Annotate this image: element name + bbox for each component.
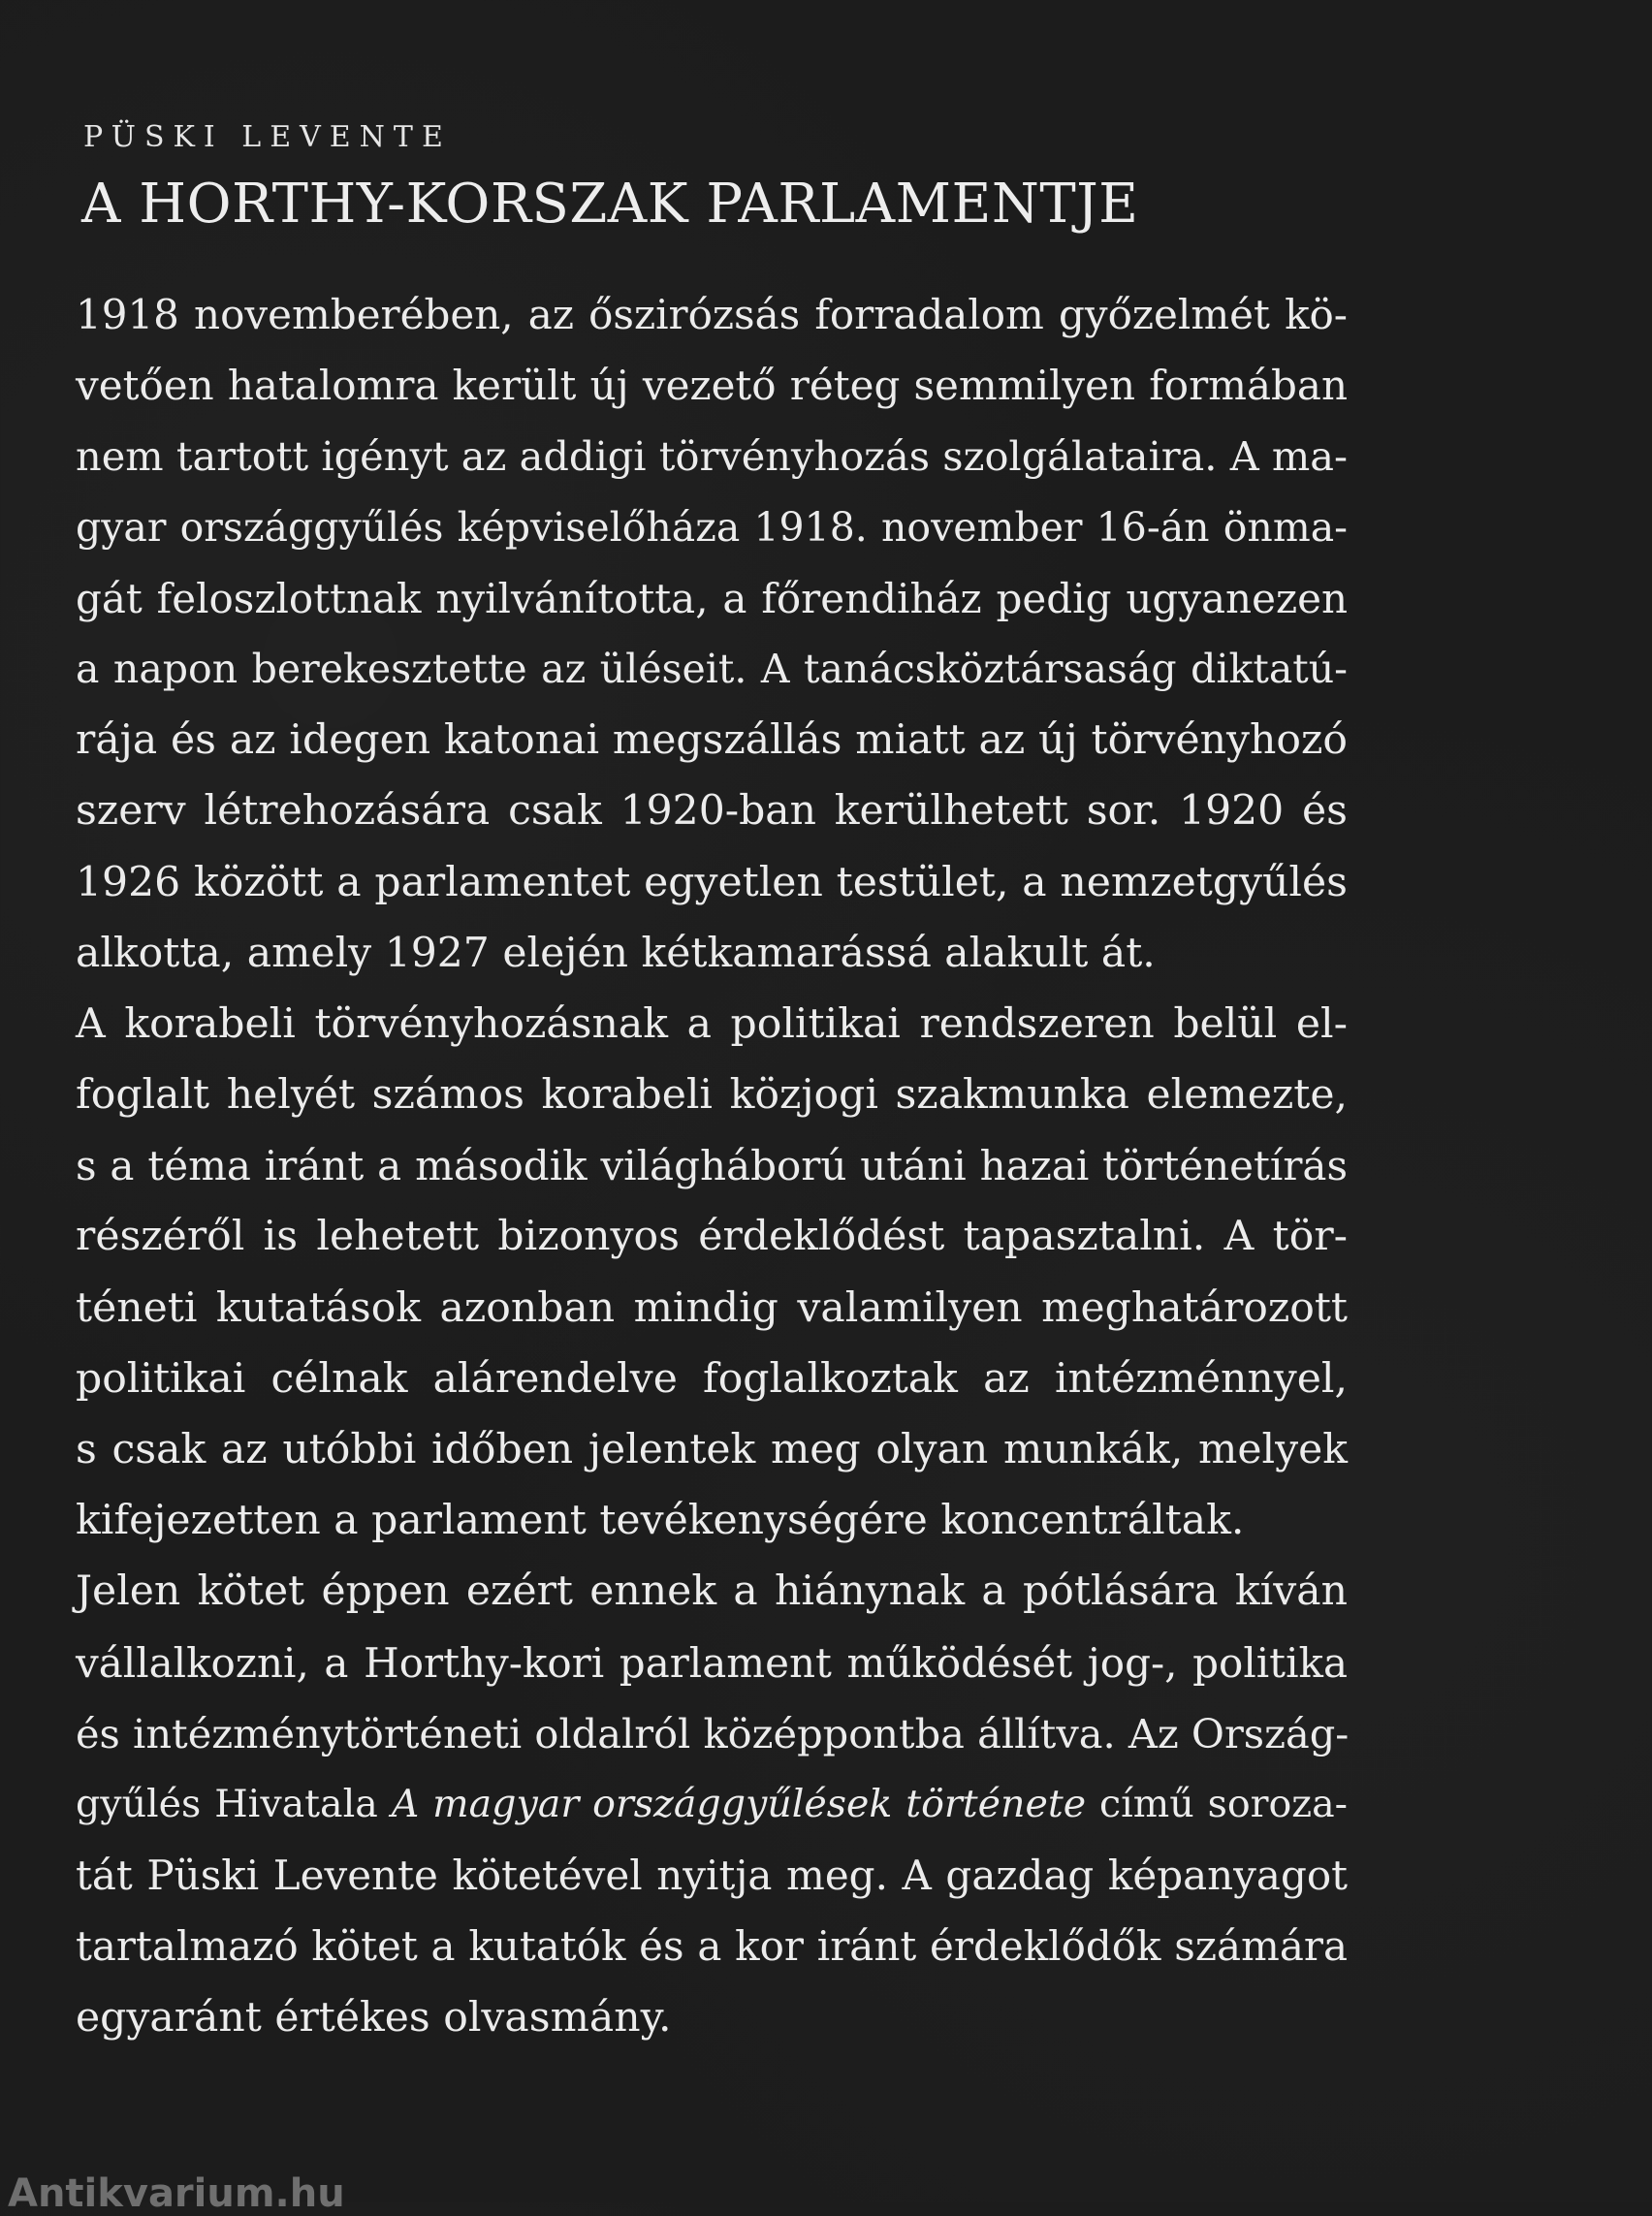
blurb-line: kifejezetten a parlament tevékenységére koncentráltak. [76,1497,1245,1545]
blurb-line: politikai célnak alárendelve foglalkoztak az intézménnyel, [76,1354,1348,1403]
blurb-fragment: gyűlés Hivatala [76,1781,392,1826]
blurb-line: s a téma iránt a második világháború utáni hazai történetírás [76,1142,1348,1190]
blurb-line: alkotta, amely 1927 elején kétkamarássá alakult át. [76,929,1156,977]
blurb-line: egyaránt értékes olvasmány. [76,1993,672,2042]
blurb-line: A korabeli törvényhozásnak a politikai rendszeren belül el- [76,999,1348,1048]
blurb-line: és intézménytörténeti oldalról középpontba állítva. Az Ország- [76,1709,1350,1757]
blurb-line: gát feloszlottnak nyilvánította, a főrendiház pedig ugyanezen [76,574,1348,622]
blurb-line: gyar országgyűlés képviselőháza 1918. november 16-án önma- [76,503,1348,551]
series-title: A magyar országgyűlések története [391,1781,1087,1826]
watermark: Antikvarium.hu [8,2171,345,2216]
blurb-line: foglalt helyét számos korabeli közjogi szakmunka elemezte, [76,1071,1348,1120]
blurb-line: s csak az utóbbi időben jelentek meg olyan munkák, melyek [76,1426,1348,1473]
blurb-line: rája és az idegen katonai megszállás miatt az új törvényhozó [76,716,1348,765]
blurb-line: nem tartott igényt az addigi törvényhozás szolgálataira. A ma- [76,432,1348,481]
blurb-line: téneti kutatások azonban mindig valamilyen meghatározott [76,1283,1348,1332]
blurb-fragment: című soroza- [1086,1781,1349,1826]
blurb-line: a napon berekesztette az üléseit. A tanácsköztársaság diktatú- [76,645,1348,692]
blurb-line: vállalkozni, a Horthy-kori parlament működését jog-, politika [76,1638,1348,1687]
blurb-line: Jelen kötet éppen ezért ennek a hiánynak a pótlására kíván [76,1567,1348,1616]
blurb-line: részéről is lehetett bizonyos érdeklődést tapasztalni. A tör- [76,1213,1348,1261]
blurb-line: tartalmazó kötet a kutatók és a kor iránt érdeklődők számára [76,1922,1348,1971]
blurb-line: tát Püski Levente kötetével nyitja meg. A gazdag képanyagot [76,1852,1348,1900]
blurb-text [76,279,1348,2053]
blurb-line: 1926 között a parlamentet egyetlen testület, a nemzetgyűlés [76,858,1348,906]
blurb-line: szerv létrehozására csak 1920-ban kerülhetett sor. 1920 és [76,787,1348,836]
author-name: PÜSKI LEVENTE [83,120,452,154]
book-title: A HORTHY-KORSZAK PARLAMENTJE [81,173,1139,236]
blurb-line: 1918 novemberében, az őszirózsás forradalom győzelmét kö- [76,291,1348,338]
blurb-line-series [76,1769,1348,1840]
blurb-line: vetően hatalomra került új vezető réteg semmilyen formában [76,362,1348,410]
